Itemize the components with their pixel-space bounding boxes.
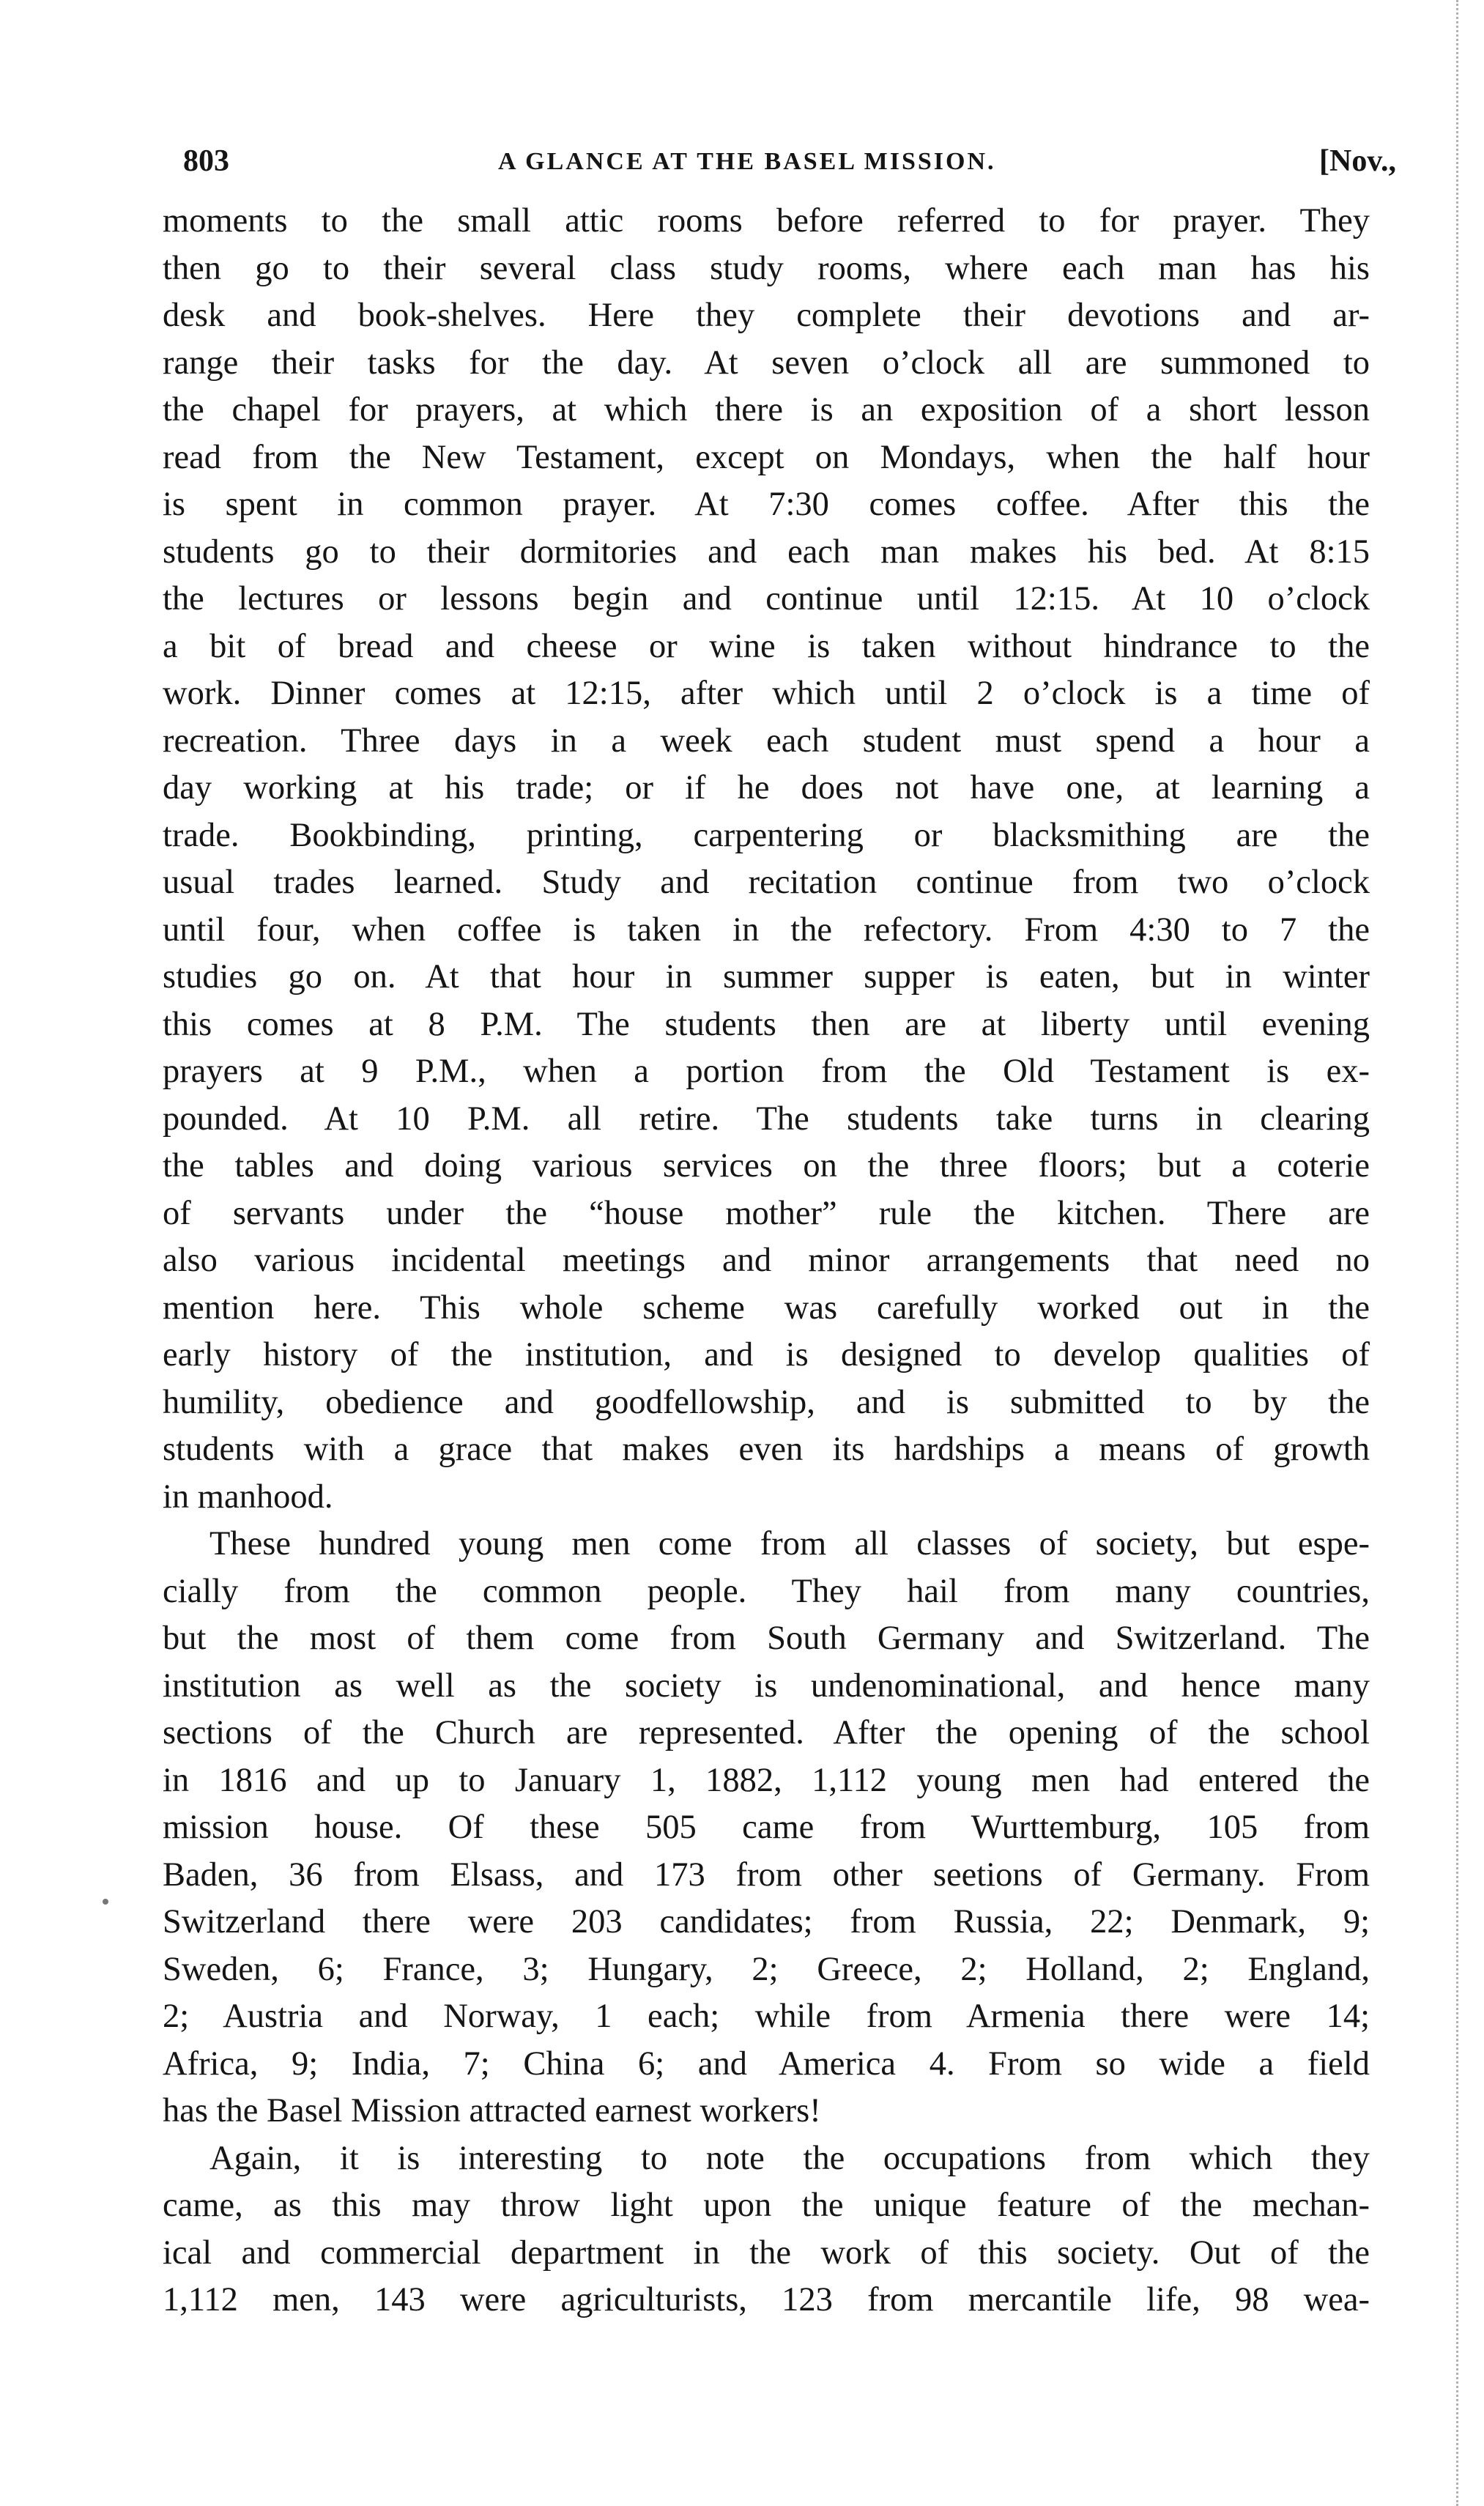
- paragraph: [163, 1521, 1370, 2135]
- text-line: early history of the institution, and is designed to develop qualities of: [163, 1336, 1370, 1374]
- text-line: work. Dinner comes at 12:15, after which until 2 o’clock is a time of: [163, 675, 1370, 712]
- text-line: mission house. Of these 505 came from Wurttemburg, 105 from: [163, 1809, 1370, 1846]
- text-line: trade. Bookbinding, printing, carpentering or blacksmithing are the: [163, 816, 1370, 854]
- page-edge-shadow: [1456, 0, 1458, 2506]
- text-line: but the most of them come from South Germany and Switzerland. The: [163, 1620, 1370, 1657]
- text-line: desk and book-shelves. Here they complete their devotions and ar-: [163, 297, 1370, 334]
- body-text: [163, 198, 1370, 2324]
- text-line: studies go on. At that hour in summer supper is eaten, but in winter: [163, 958, 1370, 996]
- text-line: day working at his trade; or if he does not have one, at learning a: [163, 769, 1370, 807]
- text-line: moments to the small attic rooms before referred to for prayer. They: [163, 202, 1370, 240]
- text-line: sections of the Church are represented. After the opening of the school: [163, 1714, 1370, 1751]
- text-line: humility, obedience and goodfellowship, and is submitted to by the: [163, 1383, 1370, 1421]
- text-line: also various incidental meetings and minor arrangements that need no: [163, 1242, 1370, 1279]
- text-line: in 1816 and up to January 1, 1882, 1,112 young men had entered the: [163, 1761, 1370, 1799]
- paragraph: [163, 198, 1370, 1521]
- text-line: 2; Austria and Norway, 1 each; while from Armenia there were 14;: [163, 1998, 1370, 2035]
- text-line: until four, when coffee is taken in the refectory. From 4:30 to 7 the: [163, 911, 1370, 949]
- running-date: [Nov.,: [1319, 144, 1396, 178]
- text-line: this comes at 8 P.M. The students then are at liberty until evening: [163, 1005, 1370, 1043]
- text-line: the tables and doing various services on the three floors; but a coterie: [163, 1147, 1370, 1185]
- text-line: students go to their dormitories and each man makes his bed. At 8:15: [163, 533, 1370, 571]
- text-line: a bit of bread and cheese or wine is taken without hindrance to the: [163, 627, 1370, 665]
- text-line: institution as well as the society is undenominational, and hence many: [163, 1667, 1370, 1705]
- text-line: Baden, 36 from Elsass, and 173 from other seetions of Germany. From: [163, 1856, 1370, 1894]
- text-line: Switzerland there were 203 candidates; from Russia, 22; Denmark, 9;: [163, 1903, 1370, 1940]
- text-line: cially from the common people. They hail from many countries,: [163, 1572, 1370, 1610]
- text-line: the lectures or lessons begin and continue until 12:15. At 10 o’clock: [163, 580, 1370, 618]
- text-line: mention here. This whole scheme was carefully worked out in the: [163, 1289, 1370, 1327]
- text-line: the chapel for prayers, at which there is an exposition of a short lesson: [163, 391, 1370, 429]
- running-title: A GLANCE AT THE BASEL MISSION.: [498, 148, 996, 175]
- text-line: prayers at 9 P.M., when a portion from the Old Testament is ex-: [163, 1053, 1370, 1090]
- text-line: ical and commercial department in the work of this society. Out of the: [163, 2233, 1370, 2272]
- text-line: has the Basel Mission attracted earnest workers!: [163, 2092, 821, 2129]
- text-line: These hundred young men come from all classes of society, but espe-: [209, 1525, 1370, 1562]
- text-line: Africa, 9; India, 7; China 6; and America 4. From so wide a field: [163, 2045, 1370, 2083]
- page-header: [183, 144, 1396, 188]
- text-line: read from the New Testament, except on Mondays, when the half hour: [163, 438, 1370, 476]
- page-number: 803: [183, 144, 229, 178]
- text-line: range their tasks for the day. At seven o’clock all are summoned to: [163, 344, 1370, 382]
- text-line: is spent in common prayer. At 7:30 comes coffee. After this the: [163, 486, 1370, 523]
- text-line: came, as this may throw light upon the unique feature of the mechan-: [163, 2187, 1370, 2224]
- text-line: Sweden, 6; France, 3; Hungary, 2; Greece, 2; Holland, 2; England,: [163, 1950, 1370, 1988]
- text-line: in manhood.: [163, 1478, 333, 1516]
- text-line: pounded. At 10 P.M. all retire. The students take turns in clearing: [163, 1100, 1370, 1138]
- scan-speck: [103, 1899, 108, 1905]
- text-line: then go to their several class study rooms, where each man has his: [163, 249, 1370, 287]
- text-line: usual trades learned. Study and recitation continue from two o’clock: [163, 864, 1370, 901]
- text-line: Again, it is interesting to note the occupations from which they: [209, 2139, 1370, 2177]
- paragraph: [163, 2135, 1370, 2324]
- text-line: 1,112 men, 143 were agriculturists, 123 from mercantile life, 98 wea-: [163, 2281, 1370, 2318]
- text-line: recreation. Three days in a week each student must spend a hour a: [163, 722, 1370, 760]
- text-line: of servants under the “house mother” rule the kitchen. There are: [163, 1194, 1370, 1232]
- text-line: students with a grace that makes even its hardships a means of growth: [163, 1431, 1370, 1468]
